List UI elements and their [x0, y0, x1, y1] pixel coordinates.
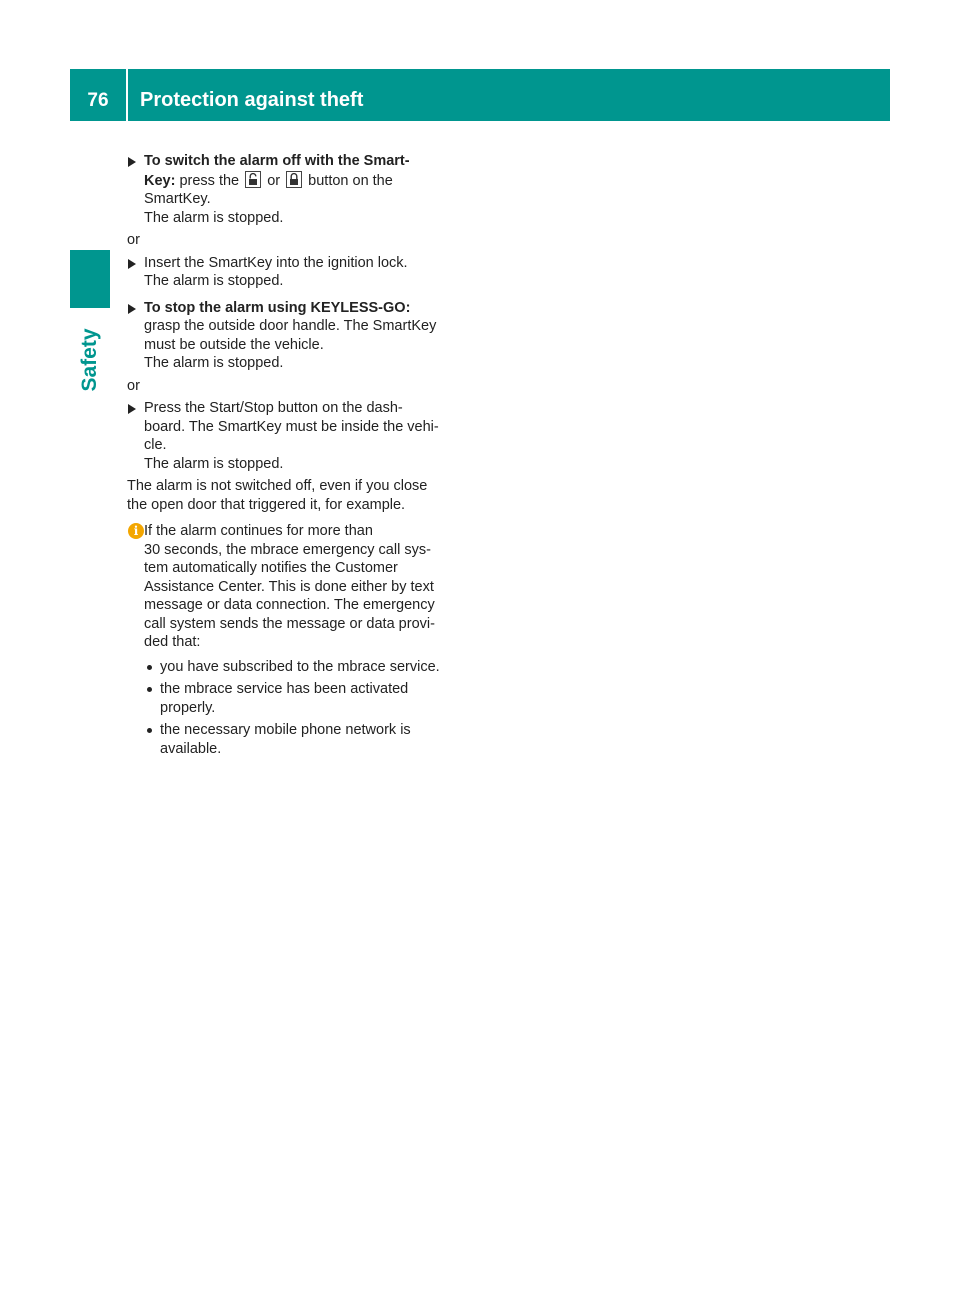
info-icon: i: [128, 523, 144, 539]
side-tab-marker: [70, 250, 110, 308]
bullet-dot-icon: [147, 728, 152, 733]
or-separator: or: [127, 232, 140, 248]
unlock-icon: [245, 171, 261, 188]
or-separator: or: [127, 377, 140, 394]
body-paragraph: The alarm is not switched off, even if you close the open door that triggered it, for example.: [127, 478, 428, 513]
bullet-dot-icon: [147, 665, 152, 670]
content-column: [127, 152, 467, 762]
step-result: The alarm is stopped.: [144, 355, 284, 371]
arrow-right-icon: [128, 157, 136, 167]
step-text: board. The SmartKey must be inside the vehi-: [144, 418, 439, 435]
step-start-stop: [127, 399, 467, 473]
step-result: The alarm is stopped.: [144, 273, 284, 289]
or-word: or: [267, 172, 281, 189]
list-item: the mbrace service has been activated properly.: [144, 680, 467, 717]
step-text: press the: [179, 172, 240, 189]
page-number: 76: [87, 90, 109, 111]
condition-list: [144, 658, 467, 759]
header-divider: [126, 69, 128, 121]
step-result: The alarm is stopped.: [144, 455, 284, 472]
step-heading-cont: Key:: [144, 172, 176, 189]
page-header: [70, 69, 890, 121]
step-heading: To switch the alarm off with the Smart-: [144, 153, 410, 169]
step-text: grasp the outside door handle. The SmartKey: [144, 318, 437, 334]
arrow-right-icon: [128, 304, 136, 314]
step-text: cle.: [144, 437, 167, 453]
step-text-cont: button on the: [308, 172, 393, 189]
step-heading: To stop the alarm using KEYLESS-GO:: [144, 299, 411, 316]
step-switch-off-smartkey: [127, 152, 467, 227]
step-text: Insert the SmartKey into the ignition lock.: [144, 254, 408, 271]
step-text: must be outside the vehicle.: [144, 336, 324, 353]
step-text-line: SmartKey.: [144, 191, 211, 207]
bullet-dot-icon: [147, 687, 152, 692]
page-title: Protection against theft: [140, 89, 364, 111]
step-ignition-lock: [127, 254, 467, 291]
info-note: i If the alarm continues for more than 30 seconds, the mbrace emergency call sys- tem automatically notifies the Customer Assistance Center. This is done either by text message or data connection. The emergency call system sends the message or data provi- ded that: you have subscribed to the mbrace service. the mbrace service has been activated properly. the necessary mobile phone network is available.: [127, 522, 467, 758]
side-tab[interactable]: [70, 320, 110, 400]
step-keyless-go: [127, 299, 467, 373]
lock-icon: [286, 171, 302, 188]
list-item: you have subscribed to the mbrace service.: [144, 658, 467, 677]
step-text: Press the Start/Stop button on the dash-: [144, 400, 403, 416]
step-result: The alarm is stopped.: [144, 209, 284, 226]
side-tab-label: Safety: [78, 328, 101, 392]
arrow-right-icon: [128, 404, 136, 414]
arrow-right-icon: [128, 259, 136, 269]
list-item: the necessary mobile phone network is available.: [144, 721, 467, 758]
